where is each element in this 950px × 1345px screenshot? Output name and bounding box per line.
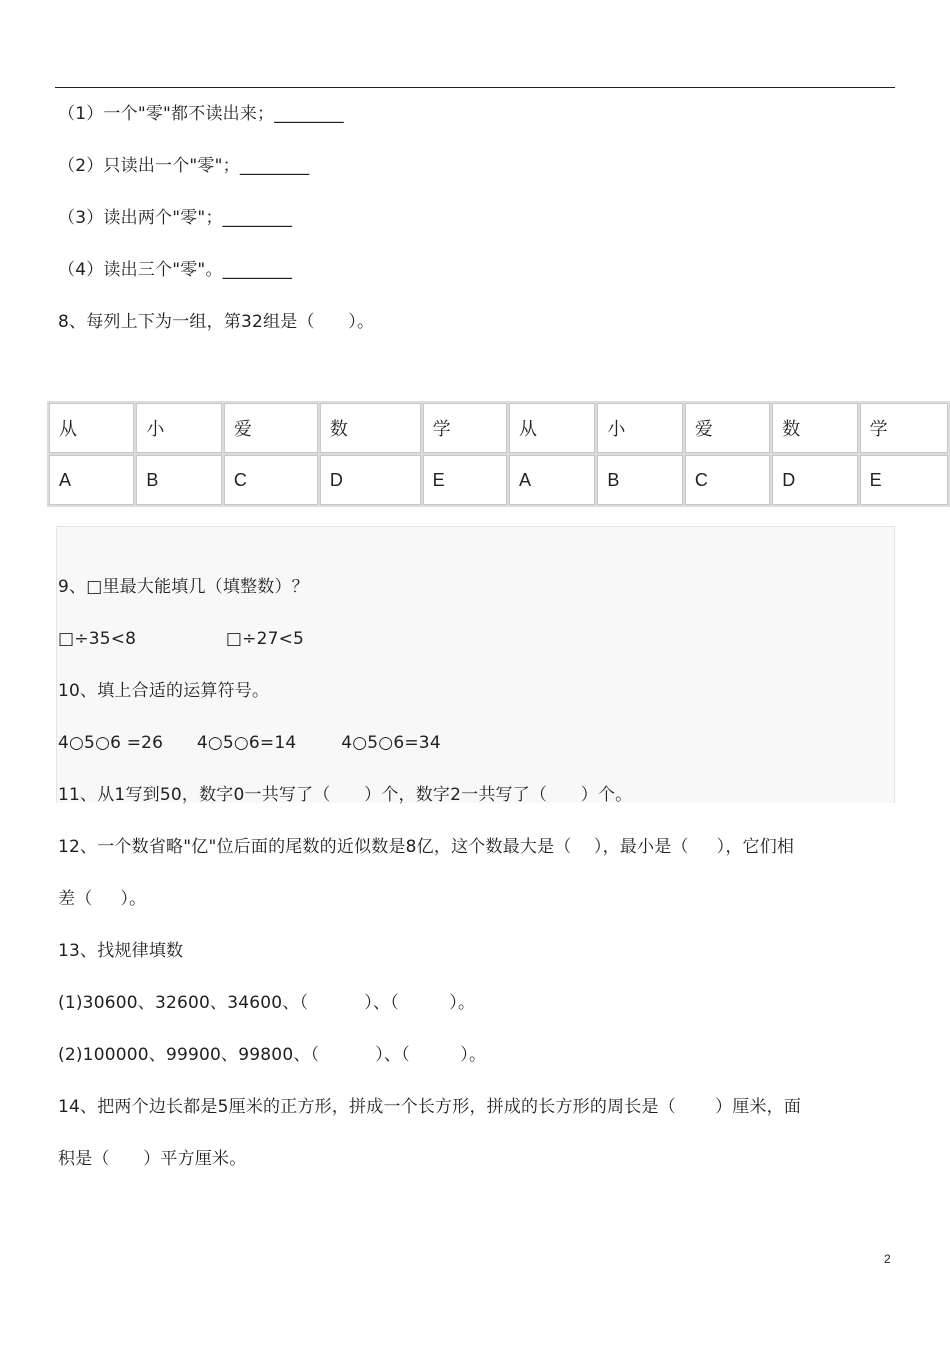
- table-cell: 学: [860, 403, 948, 453]
- table-cell: E: [860, 455, 948, 505]
- table-cell: 数: [772, 403, 857, 453]
- table-cell: 爱: [224, 403, 318, 453]
- pattern-table: [47, 401, 950, 507]
- table-cell: 爱: [685, 403, 770, 453]
- question-9: 9、□里最大能填几（填整数）？: [58, 577, 309, 597]
- table-cell: 从: [509, 403, 595, 453]
- question-14: 14、把两个边长都是5厘米的正方形，拼成一个长方形，拼成的长方形的周长是（ ）厘米，面: [58, 1097, 802, 1117]
- table-cell: C: [224, 455, 318, 505]
- table-cell: B: [597, 455, 682, 505]
- table-cell: A: [49, 455, 134, 505]
- table-cell: 小: [136, 403, 221, 453]
- table-row: [49, 455, 948, 505]
- question-7-part-1: （1）一个"零"都不读出来；________: [58, 104, 344, 124]
- question-13-part-1: (1)30600、32600、34600、（ ）、（ ）。: [58, 993, 476, 1013]
- table-cell: 小: [597, 403, 682, 453]
- question-7-part-3: （3）读出两个"零"；________: [58, 208, 293, 228]
- table-cell: 学: [423, 403, 507, 453]
- question-8: 8、每列上下为一组，第32组是（ ）。: [58, 312, 375, 332]
- table-cell: A: [509, 455, 595, 505]
- question-13: 13、找规律填数: [58, 941, 184, 961]
- table-cell: C: [685, 455, 770, 505]
- page-number: 2: [884, 1252, 891, 1266]
- table-cell: B: [136, 455, 221, 505]
- question-10: 10、填上合适的运算符号。: [58, 681, 270, 701]
- question-10-expressions: 4○5○6 =26 4○5○6=14 4○5○6=34: [58, 733, 441, 753]
- question-9-expressions: □÷35<8 □÷27<5: [58, 629, 305, 649]
- shaded-question-box: [56, 526, 895, 803]
- question-12: 12、一个数省略"亿"位后面的尾数的近似数是8亿，这个数最大是（ ），最小是（ ），它们相: [58, 837, 795, 857]
- header-rule: [55, 87, 895, 88]
- table-cell: 数: [320, 403, 421, 453]
- question-11: 11、从1写到50，数字0一共写了（ ）个，数字2一共写了（ ）个。: [58, 785, 633, 805]
- table-cell: 从: [49, 403, 134, 453]
- table-cell: D: [320, 455, 421, 505]
- question-7-part-4: （4）读出三个"零"。________: [58, 260, 293, 280]
- question-12-continued: 差（ ）。: [58, 889, 147, 909]
- table-cell: E: [423, 455, 507, 505]
- table-row: [49, 403, 948, 453]
- question-7-part-2: （2）只读出一个"零"；________: [58, 156, 310, 176]
- question-13-part-2: (2)100000、99900、99800、（ ）、（ ）。: [58, 1045, 487, 1065]
- question-14-continued: 积是（ ）平方厘米。: [58, 1149, 247, 1169]
- table-cell: D: [772, 455, 857, 505]
